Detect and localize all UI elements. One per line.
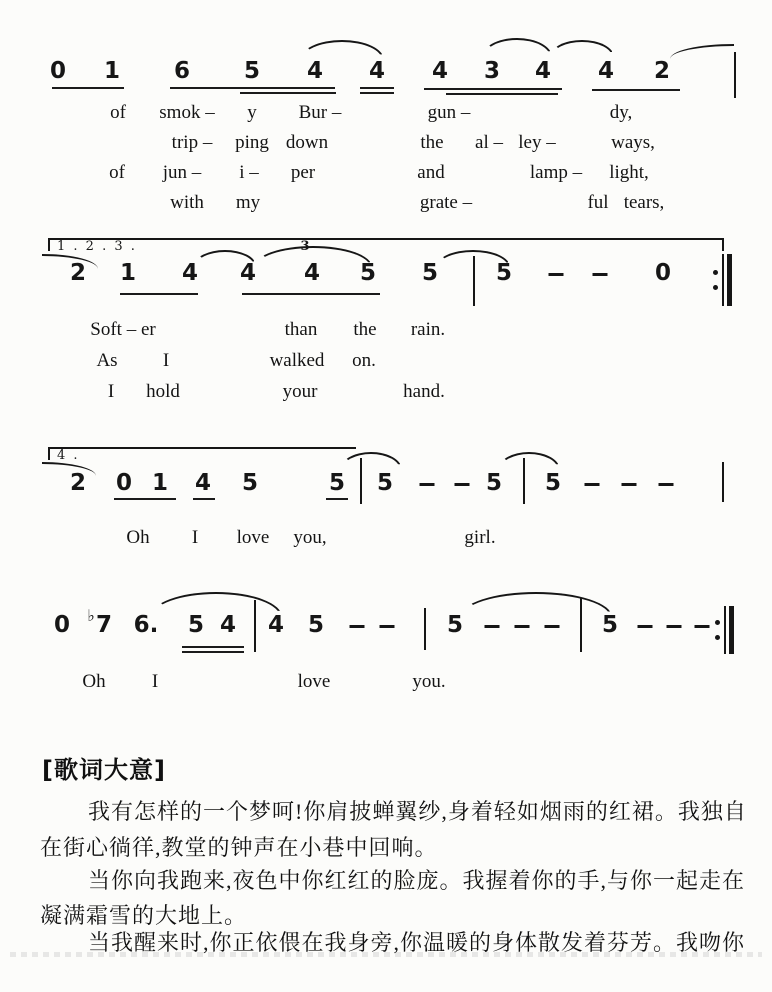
lyric-word: I xyxy=(107,381,115,402)
note: 1 xyxy=(103,58,121,84)
note: 2 xyxy=(653,58,671,84)
beam-underline xyxy=(120,293,198,295)
lyric-word: ping xyxy=(235,132,269,153)
lyric-word: grate – xyxy=(419,192,473,213)
barline xyxy=(734,52,736,98)
dash-line xyxy=(667,625,682,628)
note: 1 xyxy=(119,260,137,286)
barline xyxy=(724,606,726,654)
lyric-word: y xyxy=(247,102,257,123)
note: 4 xyxy=(534,58,552,84)
repeat-dot xyxy=(713,270,718,275)
repeat-dot xyxy=(713,285,718,290)
lyric-word: love xyxy=(236,527,270,548)
lyric-word: girl. xyxy=(464,527,496,548)
beam-underline xyxy=(170,87,335,89)
lyric-word: tears, xyxy=(623,192,665,213)
dash-line xyxy=(638,625,653,628)
translation-line: 在街心徜徉,教堂的钟声在小巷中回响。 xyxy=(40,835,438,860)
slur xyxy=(498,452,560,470)
dash-line xyxy=(485,625,500,628)
beam-underline xyxy=(240,92,336,94)
lyric-word: your xyxy=(282,381,318,402)
dash-line xyxy=(659,483,674,486)
note: 4 xyxy=(431,58,449,84)
lyric-word: trip – xyxy=(171,132,213,153)
dash-line xyxy=(420,483,435,486)
dash-line xyxy=(350,625,365,628)
note: 4 xyxy=(181,260,199,286)
translation-section-heading: [歌词大意] xyxy=(42,756,166,784)
repeat-dot xyxy=(715,620,720,625)
note: 4 xyxy=(368,58,386,84)
slur xyxy=(300,40,384,60)
dash-line xyxy=(622,483,637,486)
lyric-word: ful xyxy=(587,192,609,213)
beam-underline xyxy=(360,87,394,89)
slur xyxy=(194,250,256,266)
dash-line xyxy=(380,625,395,628)
lyric-word: the xyxy=(420,132,444,153)
note: 5 xyxy=(328,470,346,496)
lyric-word: per xyxy=(290,162,316,183)
lyric-word: ways, xyxy=(611,132,655,153)
beam-underline xyxy=(446,93,558,95)
tie-outgoing xyxy=(670,44,734,59)
note: 5 xyxy=(376,470,394,496)
lyric-word: of xyxy=(109,162,125,183)
lyric-word: walked xyxy=(269,350,325,371)
note: 5 xyxy=(187,612,205,638)
lyric-word: rain. xyxy=(410,319,446,340)
lyric-word: I xyxy=(191,527,199,548)
beam-underline xyxy=(592,89,680,91)
lyric-word: smok – xyxy=(159,102,215,123)
lyric-word: jun – xyxy=(162,162,202,183)
note: 3 xyxy=(483,58,501,84)
note: 2 xyxy=(69,470,87,496)
translation-line: 当你向我跑来,夜色中你红红的脸庞。我握着你的手,与你一起走在 xyxy=(88,868,746,893)
note: 5 xyxy=(421,260,439,286)
beam-underline xyxy=(182,646,244,648)
beam-underline xyxy=(182,651,244,653)
note: 5 xyxy=(485,470,503,496)
volta-label: 1 . 2 . 3 . xyxy=(57,239,137,254)
volta-bracket xyxy=(48,238,724,254)
barline xyxy=(727,254,732,306)
note: 4 xyxy=(597,58,615,84)
beam-underline xyxy=(193,498,215,500)
dash-line xyxy=(545,625,560,628)
slur xyxy=(436,250,510,267)
beam-underline xyxy=(326,498,348,500)
lyric-word: and xyxy=(417,162,445,183)
beam-underline xyxy=(424,88,562,90)
dash-line xyxy=(593,273,608,276)
note: 5 xyxy=(243,58,261,84)
lyric-word: dy, xyxy=(609,102,633,123)
note: 0 xyxy=(654,260,672,286)
lyric-word: you, xyxy=(293,527,327,548)
dash-line xyxy=(695,625,710,628)
note: 5 xyxy=(241,470,259,496)
flat-sign: ♭ xyxy=(87,606,95,625)
note: 0 xyxy=(49,58,67,84)
note: 7 xyxy=(95,612,113,638)
dash-line xyxy=(515,625,530,628)
note: 5 xyxy=(359,260,377,286)
note: 5 xyxy=(601,612,619,638)
volta-label: 4 . xyxy=(57,448,80,463)
note: 4 xyxy=(306,58,324,84)
barline xyxy=(729,606,734,654)
beam-underline xyxy=(242,293,380,295)
barline xyxy=(722,254,724,306)
note: 2 xyxy=(69,260,87,286)
lyric-word: al – xyxy=(475,132,503,153)
slur xyxy=(150,592,282,617)
scan-artifact-line xyxy=(10,952,762,957)
note: 5 xyxy=(544,470,562,496)
lyric-word: my xyxy=(235,192,261,213)
lyric-word: I xyxy=(162,350,170,371)
dash-line xyxy=(585,483,600,486)
lyric-word: down xyxy=(285,132,329,153)
lyric-word: Oh xyxy=(82,671,106,692)
lyric-word: i – xyxy=(239,162,259,183)
slur xyxy=(550,40,614,57)
lyric-word: of xyxy=(110,102,126,123)
tuplet-number: 3 xyxy=(300,239,310,254)
note: 4 xyxy=(219,612,237,638)
note: 0 xyxy=(115,470,133,496)
dash-line xyxy=(549,273,564,276)
repeat-dot xyxy=(715,635,720,640)
beam-underline xyxy=(52,87,124,89)
dash-line xyxy=(455,483,470,486)
note: 4 xyxy=(267,612,285,638)
lyric-word: Oh xyxy=(126,527,150,548)
note: 1 xyxy=(151,470,169,496)
volta-bracket xyxy=(48,447,356,463)
lyric-word: gun – xyxy=(427,102,471,123)
note: 5 xyxy=(495,260,513,286)
note: 4 xyxy=(303,260,321,286)
lyric-word: ley – xyxy=(518,132,556,153)
lyric-word: love xyxy=(297,671,331,692)
lyric-word: the xyxy=(353,319,377,340)
note: 6. xyxy=(133,612,159,638)
lyric-word: on. xyxy=(352,350,376,371)
note: 5 xyxy=(446,612,464,638)
beam-underline xyxy=(360,92,394,94)
lyric-word: hold xyxy=(146,381,180,402)
beam-underline xyxy=(114,498,176,500)
slur xyxy=(460,592,612,617)
lyric-word: I xyxy=(151,671,159,692)
lyric-word: you. xyxy=(412,671,446,692)
note: 4 xyxy=(239,260,257,286)
translation-line: 凝满霜雪的大地上。 xyxy=(40,903,248,928)
lyric-word: As xyxy=(96,350,118,371)
lyric-word: with xyxy=(170,192,204,213)
note: 6 xyxy=(173,58,191,84)
translation-line: 我有怎样的一个梦呵!你肩披蝉翼纱,身着轻如烟雨的红裙。我独自 xyxy=(88,799,747,824)
lyric-word: Soft – er xyxy=(90,319,156,340)
translation-line: 当我醒来时,你正依偎在我身旁,你温暖的身体散发着芬芳。我吻你 xyxy=(88,930,746,955)
lyric-word: hand. xyxy=(403,381,445,402)
note: 4 xyxy=(194,470,212,496)
note: 0 xyxy=(53,612,71,638)
lyric-word: light, xyxy=(609,162,649,183)
note: 5 xyxy=(307,612,325,638)
slur xyxy=(482,38,552,57)
lyric-word: lamp – xyxy=(529,162,583,183)
barline xyxy=(424,608,426,650)
barline xyxy=(722,462,724,502)
lyric-word: than xyxy=(284,319,318,340)
lyric-word: Bur – xyxy=(298,102,342,123)
